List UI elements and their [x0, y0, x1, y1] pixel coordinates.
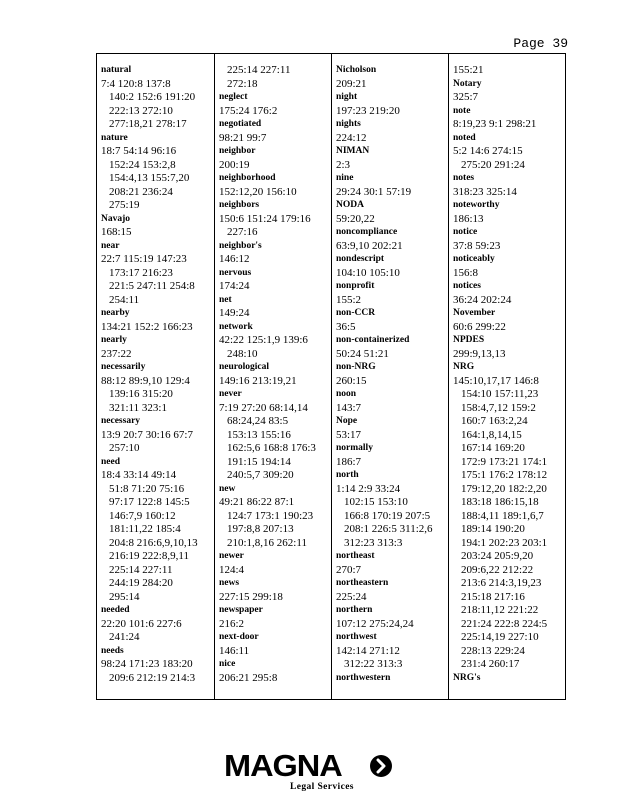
- index-term: nearby: [101, 308, 130, 318]
- index-reference: 36:5: [336, 320, 356, 333]
- index-reference: 225:14,19 227:10: [461, 631, 539, 643]
- index-term: nondescript: [336, 254, 385, 264]
- index-reference: 53:17: [336, 428, 362, 441]
- index-reference: 270:7: [336, 563, 362, 576]
- index-reference: 60:6 299:22: [453, 320, 506, 333]
- index-term: neglect: [219, 92, 248, 102]
- index-reference: 140:2 152:6 191:20: [109, 91, 196, 103]
- index-reference: 149:24: [219, 307, 250, 319]
- index-reference: 191:15 194:14: [227, 455, 291, 468]
- index-reference: 36:24 202:24: [453, 293, 512, 306]
- index-reference: 102:15 153:10: [344, 496, 408, 508]
- index-reference: 277:18,21 278:17: [109, 118, 187, 130]
- index-term: need: [101, 456, 120, 467]
- index-reference: 175:24 176:2: [219, 104, 278, 117]
- index-reference: 13:9 20:7 30:16 67:7: [101, 428, 193, 441]
- index-reference: 162:5,6 168:8 176:3: [227, 442, 316, 454]
- index-term: near: [101, 240, 120, 251]
- index-term: Navajo: [101, 213, 131, 224]
- index-reference: 260:15: [336, 374, 367, 387]
- index-reference: 321:11 323:1: [109, 401, 167, 414]
- index-reference: 18:4 33:14 49:14: [101, 469, 177, 481]
- index-term: natural: [101, 65, 132, 75]
- index-term: northern: [336, 605, 373, 615]
- index-reference: 146:7,9 160:12: [109, 509, 176, 522]
- index-reference: 257:10: [109, 442, 140, 454]
- index-term: net: [219, 294, 232, 305]
- index-reference: 59:20,22: [336, 212, 375, 225]
- index-reference: 146:11: [219, 644, 250, 657]
- index-term: northwest: [336, 632, 377, 642]
- index-term: Nope: [336, 416, 358, 426]
- index-reference: 7:19 27:20 68:14,14: [219, 401, 308, 414]
- index-term: note: [453, 105, 471, 116]
- index-reference: 143:7: [336, 401, 362, 414]
- index-term: nearly: [101, 335, 127, 345]
- index-reference: 189:14 190:20: [461, 523, 525, 535]
- index-term: noon: [336, 389, 357, 399]
- logo-tagline: Legal Services: [290, 782, 354, 792]
- index-term: normally: [336, 443, 373, 453]
- index-reference: 18:7 54:14 96:16: [101, 145, 177, 157]
- logo-wordmark: MAGNA: [224, 748, 342, 783]
- index-reference: 98:21 99:7: [219, 131, 267, 144]
- index-reference: 204:8 216:6,9,10,13: [109, 536, 198, 549]
- word-index-table: [96, 53, 566, 700]
- index-term: noticeably: [453, 254, 495, 264]
- index-term: noncompliance: [336, 227, 398, 237]
- index-reference: 312:23 313:3: [344, 536, 403, 549]
- index-reference: 8:19,23 9:1 298:21: [453, 118, 537, 130]
- index-reference: 275:20 291:24: [461, 158, 525, 171]
- index-reference: 240:5,7 309:20: [227, 469, 294, 481]
- index-reference: 174:24: [219, 280, 250, 292]
- index-term: network: [219, 321, 253, 332]
- index-term: needs: [101, 645, 124, 656]
- magna-logo: [224, 748, 404, 792]
- index-reference: 231:4 260:17: [461, 658, 520, 670]
- index-reference: 241:24: [109, 631, 140, 643]
- index-reference: 1:14 2:9 33:24: [336, 482, 401, 495]
- index-reference: 248:10: [227, 347, 258, 360]
- index-reference: 225:14 227:11: [109, 563, 173, 576]
- index-reference: 224:12: [336, 131, 367, 144]
- index-reference: 155:21: [453, 64, 484, 76]
- index-term: Nicholson: [336, 65, 377, 75]
- index-term: non-NRG: [336, 362, 376, 372]
- index-reference: 51:8 71:20 75:16: [109, 482, 185, 495]
- index-term: nine: [336, 173, 354, 183]
- index-reference: 227:16: [227, 226, 258, 238]
- index-term: north: [336, 470, 359, 480]
- index-term: notices: [453, 281, 481, 291]
- index-reference: 186:13: [453, 212, 484, 225]
- index-term: nature: [101, 132, 128, 143]
- index-reference: 244:19 284:20: [109, 577, 173, 589]
- index-term: neighbors: [219, 200, 260, 210]
- index-reference: 5:2 14:6 274:15: [453, 145, 523, 157]
- index-reference: 88:12 89:9,10 129:4: [101, 374, 190, 387]
- index-reference: 37:8 59:23: [453, 239, 501, 252]
- index-reference: 227:15 299:18: [219, 590, 283, 603]
- index-column-3: [331, 54, 449, 699]
- index-reference: 29:24 30:1 57:19: [336, 185, 412, 198]
- index-reference: 208:1 226:5 311:2,6: [344, 523, 433, 535]
- index-reference: 197:23 219:20: [336, 104, 400, 117]
- index-reference: 154:10 157:11,23: [461, 388, 539, 400]
- index-reference: 210:1,8,16 262:11: [227, 536, 307, 549]
- index-reference: 221:24 222:8 224:5: [461, 617, 548, 630]
- index-term: nonprofit: [336, 281, 375, 291]
- index-term: northeast: [336, 551, 375, 561]
- index-reference: 275:19: [109, 199, 140, 211]
- index-reference: 215:18 217:16: [461, 590, 525, 603]
- index-reference: 209:6,22 212:22: [461, 563, 534, 576]
- index-reference: 225:14 227:11: [227, 64, 291, 76]
- index-reference: 194:1 202:23 203:1: [461, 536, 548, 549]
- index-term: negotiated: [219, 119, 262, 129]
- index-term: needed: [101, 605, 130, 615]
- index-term: newer: [219, 551, 244, 561]
- index-reference: 166:8 170:19 207:5: [344, 509, 431, 522]
- index-term: NRG: [453, 362, 475, 372]
- index-term: noted: [453, 132, 476, 143]
- index-reference: 146:12: [219, 253, 250, 265]
- index-term: never: [219, 389, 242, 399]
- index-term: NODA: [336, 200, 364, 210]
- index-reference: 173:17 216:23: [109, 266, 173, 279]
- index-term: northeastern: [336, 578, 389, 588]
- index-reference: 124:4: [219, 563, 245, 576]
- index-reference: 222:13 272:10: [109, 104, 173, 117]
- page-number: Page 39: [513, 36, 568, 51]
- index-reference: 181:11,22 185:4: [109, 523, 181, 535]
- index-reference: 104:10 105:10: [336, 266, 400, 279]
- index-reference: 152:12,20 156:10: [219, 185, 297, 198]
- index-reference: 7:4 120:8 137:8: [101, 77, 171, 90]
- index-reference: 197:8,8 207:13: [227, 523, 294, 535]
- index-reference: 179:12,20 182:2,20: [461, 482, 547, 495]
- index-reference: 186:7: [336, 455, 362, 468]
- index-term: noteworthy: [453, 200, 500, 210]
- index-reference: 218:11,12 221:22: [461, 604, 539, 616]
- index-term: neighbor's: [219, 240, 262, 251]
- index-reference: 134:21 152:2 166:23: [101, 320, 193, 333]
- index-reference: 107:12 275:24,24: [336, 617, 414, 630]
- index-reference: 42:22 125:1,9 139:6: [219, 334, 308, 346]
- index-reference: 50:24 51:21: [336, 347, 389, 360]
- index-reference: 63:9,10 202:21: [336, 239, 403, 252]
- index-reference: 167:14 169:20: [461, 442, 525, 454]
- index-term: neighbor: [219, 146, 256, 156]
- index-reference: 145:10,17,17 146:8: [453, 374, 539, 387]
- index-reference: 2:3: [336, 158, 351, 171]
- index-term: non-CCR: [336, 308, 376, 318]
- index-reference: 228:13 229:24: [461, 644, 525, 657]
- index-term: NIMAN: [336, 146, 370, 156]
- index-reference: 149:16 213:19,21: [219, 374, 297, 387]
- index-term: non-containerized: [336, 335, 410, 345]
- arrow-circle-icon: [370, 755, 392, 777]
- index-reference: 150:6 151:24 179:16: [219, 212, 311, 225]
- index-reference: 225:24: [336, 590, 367, 603]
- index-reference: 325:7: [453, 91, 479, 103]
- index-term: necessarily: [101, 362, 146, 372]
- index-term: notice: [453, 227, 478, 237]
- index-reference: 299:9,13,13: [453, 347, 506, 360]
- index-term: next-door: [219, 632, 259, 642]
- index-reference: 160:7 163:2,24: [461, 415, 528, 427]
- index-term: nights: [336, 119, 361, 129]
- index-reference: 175:1 176:2 178:12: [461, 469, 548, 481]
- index-reference: 142:14 271:12: [336, 644, 400, 657]
- index-reference: 164:1,8,14,15: [461, 428, 522, 441]
- index-reference: 237:22: [101, 347, 132, 360]
- index-term: night: [336, 92, 358, 102]
- index-term: newspaper: [219, 605, 263, 615]
- index-term: nervous: [219, 267, 252, 278]
- index-reference: 295:14: [109, 590, 140, 603]
- index-reference: 200:19: [219, 158, 250, 171]
- index-reference: 203:24 205:9,20: [461, 550, 534, 562]
- index-column-1: [97, 54, 214, 699]
- index-reference: 156:8: [453, 266, 479, 279]
- index-term: NPDES: [453, 335, 485, 345]
- index-reference: 206:21 295:8: [219, 671, 278, 684]
- index-term: notes: [453, 173, 475, 183]
- index-reference: 183:18 186:15,18: [461, 496, 539, 508]
- index-reference: 221:5 247:11 254:8: [109, 280, 195, 292]
- index-term: necessary: [101, 416, 141, 426]
- index-term: neighborhood: [219, 173, 276, 183]
- index-reference: 124:7 173:1 190:23: [227, 509, 314, 522]
- index-reference: 254:11: [109, 293, 140, 306]
- index-reference: 209:21: [336, 77, 367, 90]
- index-reference: 216:19 222:8,9,11: [109, 550, 189, 562]
- index-reference: 312:22 313:3: [344, 658, 403, 670]
- index-reference: 22:20 101:6 227:6: [101, 617, 182, 630]
- index-column-2: [214, 54, 332, 699]
- index-reference: 188:4,11 189:1,6,7: [461, 509, 544, 522]
- index-reference: 49:21 86:22 87:1: [219, 496, 295, 508]
- index-column-4: [448, 54, 566, 699]
- index-term: neurological: [219, 362, 269, 372]
- index-term: new: [219, 483, 236, 494]
- index-reference: 272:18: [227, 77, 258, 90]
- index-reference: 155:2: [336, 293, 362, 306]
- index-reference: 318:23 325:14: [453, 185, 517, 198]
- index-reference: 68:24,24 83:5: [227, 415, 289, 427]
- index-reference: 97:17 122:8 145:5: [109, 496, 190, 508]
- index-reference: 154:4,13 155:7,20: [109, 172, 190, 184]
- index-term: nice: [219, 659, 236, 669]
- index-term: northwestern: [336, 672, 391, 683]
- index-reference: 168:15: [101, 226, 132, 238]
- index-term: Notary: [453, 78, 482, 89]
- index-reference: 152:24 153:2,8: [109, 158, 176, 171]
- index-reference: 209:6 212:19 214:3: [109, 671, 196, 684]
- index-reference: 139:16 315:20: [109, 388, 173, 400]
- index-reference: 153:13 155:16: [227, 428, 291, 441]
- index-reference: 172:9 173:21 174:1: [461, 455, 548, 468]
- index-reference: 158:4,7,12 159:2: [461, 401, 536, 414]
- index-reference: 98:24 171:23 183:20: [101, 658, 193, 670]
- index-term: NRG's: [453, 672, 481, 683]
- index-reference: 213:6 214:3,19,23: [461, 577, 542, 589]
- index-reference: 216:2: [219, 617, 245, 630]
- index-term: news: [219, 578, 240, 588]
- index-reference: 22:7 115:19 147:23: [101, 253, 187, 265]
- index-term: November: [453, 308, 496, 318]
- index-reference: 208:21 236:24: [109, 185, 173, 198]
